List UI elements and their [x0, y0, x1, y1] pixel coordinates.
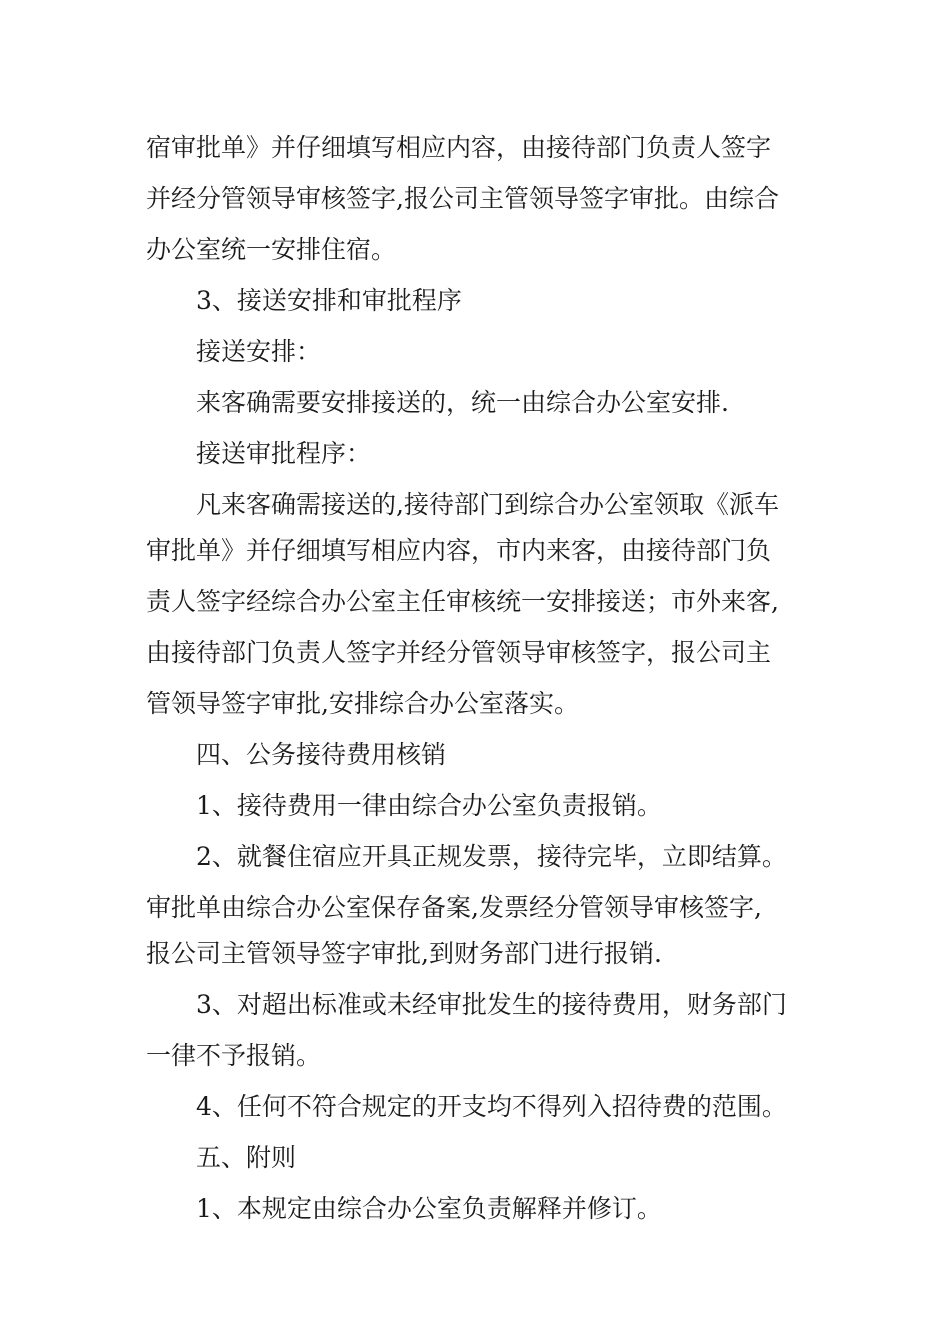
- text-line: 责人签字经综合办公室主任审核统一安排接送；市外来客,: [146, 587, 779, 616]
- text-line: 并经分管领导审核签字,报公司主管领导签字审批。由综合: [146, 184, 779, 213]
- text-line: 由接待部门负责人签字并经分管领导审核签字，报公司主: [146, 638, 772, 667]
- text-line: 4、任何不符合规定的开支均不得列入招待费的范围。: [196, 1092, 787, 1121]
- subsection-heading: 接送安排：: [196, 337, 322, 366]
- text-line: 办公室统一安排住宿。: [146, 235, 397, 264]
- section-heading: 3、接送安排和审批程序: [196, 286, 462, 315]
- text-line: 审批单由综合办公室保存备案,发票经分管领导审核签字,: [146, 893, 762, 922]
- text-line: 宿审批单》并仔细填写相应内容，由接待部门负责人签字: [146, 133, 772, 162]
- text-line: 3、对超出标准或未经审批发生的接待费用，财务部门: [196, 990, 787, 1019]
- text-line: 来客确需要安排接送的，统一由综合办公室安排.: [196, 388, 729, 417]
- text-line: 审批单》并仔细填写相应内容，市内来客，由接待部门负: [146, 536, 772, 565]
- section-heading: 五、附则: [196, 1143, 297, 1172]
- text-line: 2、就餐住宿应开具正规发票，接待完毕，立即结算。: [196, 842, 787, 871]
- text-line: 管领导签字审批,安排综合办公室落实。: [146, 689, 579, 718]
- text-line: 报公司主管领导签字审批,到财务部门进行报销.: [146, 939, 662, 968]
- text-line: 凡来客确需接送的,接待部门到综合办公室领取《派车: [196, 490, 779, 519]
- text-line: 1、本规定由综合办公室负责解释并修订。: [196, 1194, 662, 1223]
- text-line: 1、接待费用一律由综合办公室负责报销。: [196, 791, 662, 820]
- subsection-heading: 接送审批程序：: [196, 439, 372, 468]
- text-line: 一律不予报销。: [146, 1041, 322, 1070]
- section-heading: 四、公务接待费用核销: [196, 740, 447, 769]
